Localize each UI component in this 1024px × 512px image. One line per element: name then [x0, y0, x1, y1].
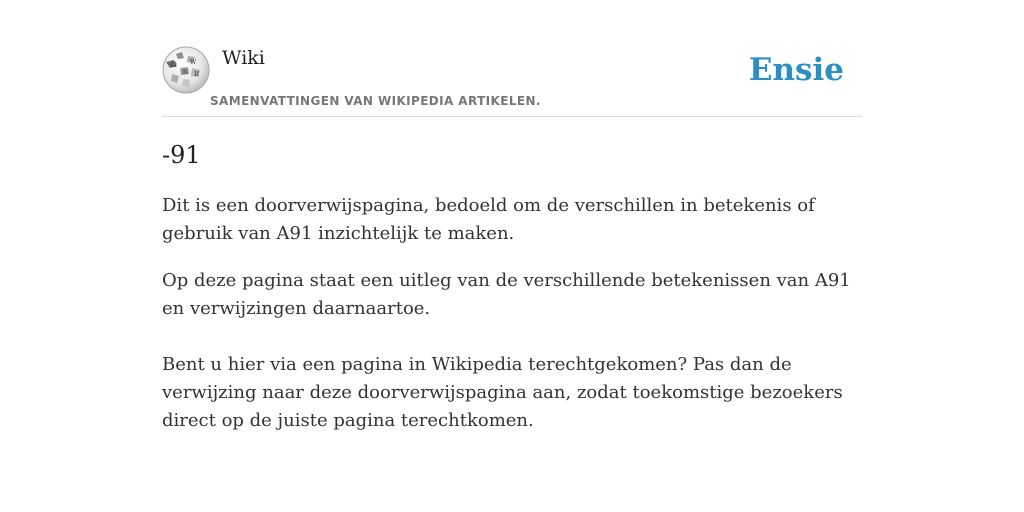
svg-text:维: 维	[182, 69, 189, 76]
wikipedia-globe-icon[interactable]	[162, 46, 210, 94]
article-body	[162, 192, 862, 435]
svg-text:W: W	[190, 59, 197, 66]
site-tagline: SAMENVATTINGEN VAN WIKIPEDIA ARTIKELEN.	[210, 94, 541, 108]
svg-text:И: И	[194, 71, 200, 78]
site-name[interactable]: Wiki	[222, 47, 265, 69]
page-title: -91	[162, 141, 201, 169]
svg-text:Ω: Ω	[171, 61, 177, 69]
paragraph-explanation: Op deze pagina staat een uitleg van de verschillende betekenissen van A91 en verwijzingen daarnaartoe.	[162, 270, 851, 319]
paragraph-intro: Dit is een doorverwijspagina, bedoeld om de verschillen in betekenis of gebruik van A91 inzichtelijk te maken.	[162, 195, 815, 244]
ensie-brand-link[interactable]: Ensie	[748, 52, 844, 88]
content-container	[162, 0, 862, 431]
site-header	[162, 0, 862, 117]
paragraph-redirect-notice: Bent u hier via een pagina in Wikipedia terechtgekomen? Pas dan de verwijzing naar deze doorverwijspagina aan, zodat toekomstige bezoekers direct op de juiste pagina terechtkomen.	[162, 354, 843, 431]
